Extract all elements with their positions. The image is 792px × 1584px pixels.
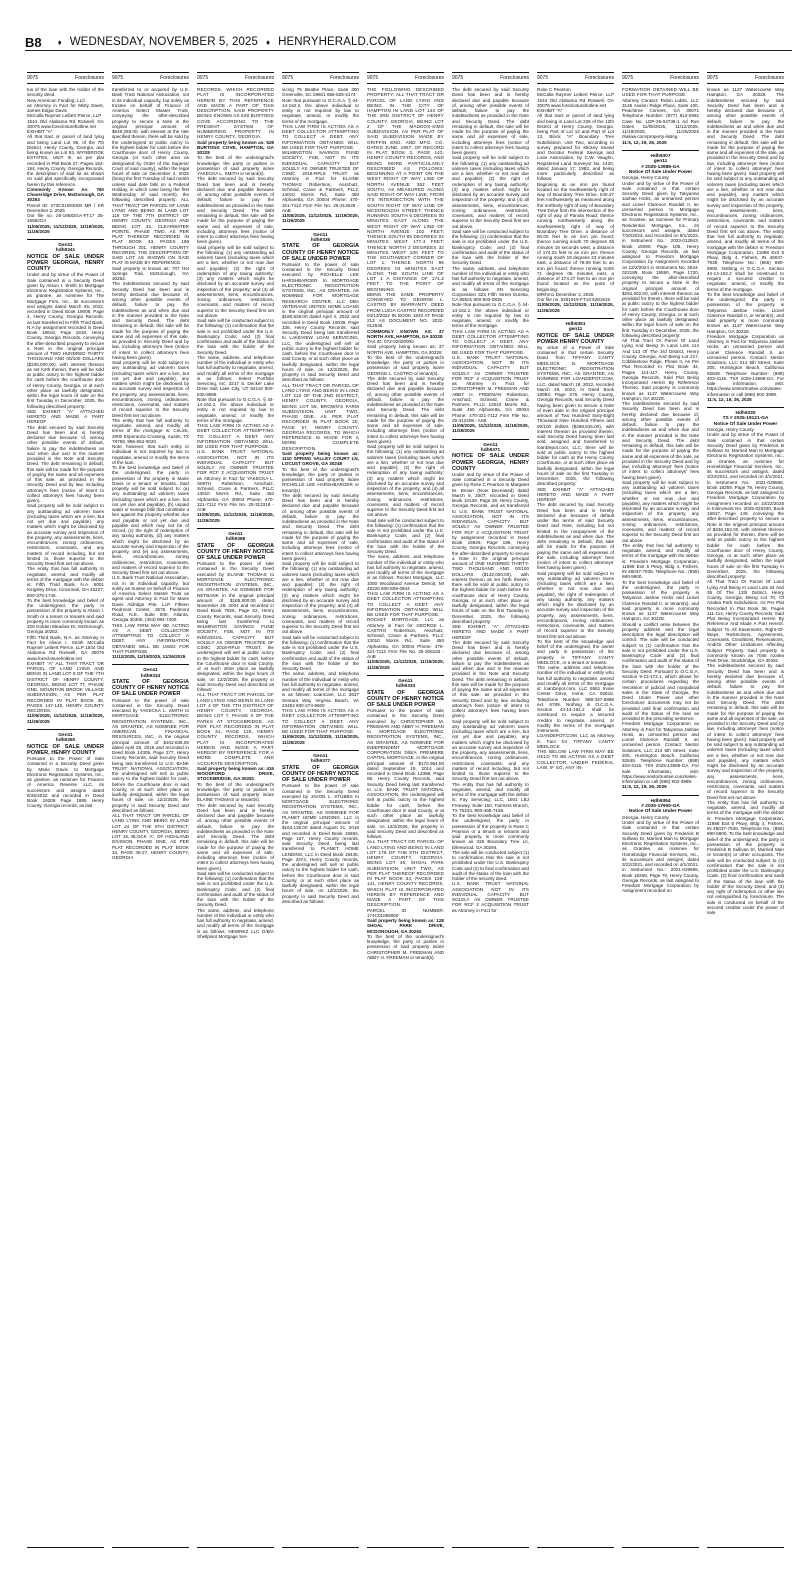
notice-reference: TS # 2025-18121-GA (722, 416, 769, 422)
notice-paragraph: SEE EXHIBIT "A" ATTACHED HERETO AND MADE A PART HEREOF (27, 408, 104, 425)
notice-reference: # 2025-17900-GA (641, 804, 680, 810)
notice-paragraph: Under and by virtue of the Power of Sale contained in that certain Security Deed given by Frederick B Sullivan Sr, Married Man to Mortgage Electronic Registration Systems, Inc., as Grantee, as nominee for Homebridge Financial Services, Inc., its successors and assigns, dated 3/22/2021, and recorded on 4/1/2021, in Instrument No.: 2021-029968, Book 18269, Page 79, Henry County, Georgia Records, as last assigned to Freedom Mortgage Corporation by Assignment recorded on (622, 820, 699, 894)
notice-reference: hdh9333 (395, 684, 416, 690)
notice-title: STATE OF GEORGIA COUNTY OF HENRY NOTICE OF SALE UNDER POWER (197, 542, 274, 561)
notice-divider (537, 318, 614, 319)
notice-reference: Hdh9354 (650, 798, 671, 804)
publication-dates: 11:5, 12, 19, 26, 2025 (622, 784, 667, 790)
section-header (452, 72, 529, 84)
notice-paragraph: Note that pursuant to O.C.G.A. § 44-14-162.2, the above individual or entity is not required by law to negotiate, amend, or modify the terms of the mortgage. (452, 302, 529, 329)
notice-paragraph: The debt secured by said Security Deed has been and is hereby declared due and payable because of, among other possible events of default, failure to pay the indebtedness as provided in the Note and Security Deed. The debt remaining in default, this sale will be made for the purpose of paying the same and all expenses of sale, including attorneys fees (notice of intent to collect attorneys fees having been given). (452, 87, 529, 155)
notice-paragraph: The sale will be conducted subject (1) to confirmation that the sale is not prohibited under the U.S. Bankruptcy Code and (2) to final confirmation and audit of the status of the loan with the holder of the security deed. (452, 849, 529, 882)
notice-paragraph: Georgia, Henry County (707, 427, 754, 433)
page-number: B8 (25, 34, 42, 50)
notice-reference: hdh9358 (225, 537, 246, 543)
notice-reference: Notice Of Sale Under Power (628, 809, 693, 815)
notice-paragraph: Georgia, Henry County (622, 175, 669, 181)
column-bottom-rule (537, 1547, 614, 1548)
column-bottom-rule (707, 1547, 784, 1548)
legal-column-2 (112, 72, 189, 1548)
notice-paragraph: FORMATION OBTAINED WILL BE USED FOR THAT PURPOSE. (622, 87, 699, 98)
notice-paragraph: ROCKET MORTGAGE, LLC as Attorney in Fact for GEORGE L. CASTRO Robertson, Anschutz, Schneid, Crane & Partners, PLLC 13010 Morris Rd., Suite 450 Alpharetta, GA 30004 Phone: 470-321-7112 Firm File No. 25-308183 - AnB (367, 617, 444, 659)
column-bottom-rule (112, 1547, 189, 1548)
section-label: Foreclosures (330, 75, 359, 81)
notice-paragraph: Under and by virtue of the Power of Sale contained in a Security Deed given by Rose C Pearson to Margaret M. Brown (Now Deceased) dated March 9, 2007, recorded in Deed Book 10139, Page 29, Henry County, Georgia Records, and as transferred to U.S. BANK TRUST NATIONAL ASSOCIATION, NOT IN ITS INDIVIDUAL CAPACITY BUT SOLELY AS OWNER TRUSTEE FOR RCF 2 ACQUISITION TRUST by assignment recorded in Deed Book 19529, Page 189, Henry County, Georgia Records, conveying the after-described property to secure a Note in the original principal amount of ONE HUNDRED THIRTY-TWO THOUSAND AND 00/100 DOLLARS ($132,000.00), with interest thereon as set forth therein, there will be sold at public outcry to the highest bidder for cash before the courthouse door of Henry County, Georgia, or at such other place as lawfully designated, within the legal hours of sale on the first Tuesday in December, 2025, the following described property: (452, 471, 529, 624)
notice-reference: Gen11 (228, 531, 243, 537)
notice-divider (622, 795, 699, 796)
section-header (282, 72, 359, 84)
notice-divider (452, 439, 529, 440)
notice-divider (27, 729, 104, 730)
section-header (707, 72, 784, 84)
notice-paragraph: THIS LAW FIRM IS ACTING AS A DEBT COLLECTOR ATTEMPTING TO COLLECT A DEBT. ANY INFORMATION OBTAINED WILL BE USED FOR THAT PURPOSE. (197, 423, 274, 449)
notice-paragraph: The debt secured by said Security Deed has been and is hereby declared due and payable because of, among other possible events of default, failure to pay the indebtedness as provided in the Note and Security Deed. The debt remaining in default, this sale will be made for the purpose of paying the same and all expenses of sale, including attorneys fees (notice of intent to collect attorneys fees having been given). (197, 802, 274, 871)
notice-paragraph: The debt secured by said Security Deed has been and is hereby declared due because of, among other possible events of default, failure to pay the indebtedness as and when due and in the manner provided in the Note and Security Deed. The debt remaining in default, this sale will be made for the purpose of paying the same and all expenses of this sale, as provided in the Security Deed and by law, including attorney's fees (notice of intent to collect attorney's fees having been given). (27, 424, 104, 504)
notice-paragraph: TAX ID: 072-02020000 (367, 339, 414, 344)
notice-paragraph: transferred to or acquired by U.S. Bank Trust National Association, not in its individual capacity, but solely as trustee on behalf of Finance of America Select Master Trust, conveying the after-described property to secure a Note in the original principal amount of $649,269.00, with interest at the rate specified therein, there will be sold by the undersigned at public outcry to the highest bidder for cash before the Courthouse door of Henry County, Georgia (or such other area as designated by Order of the Superior Court of said county), within the legal hours of sale on December 2, 2025 (being the first Tuesday of said month unless said date falls on a Federal Holiday, in which case being the first Wednesday of said month), the following described property: ALL THAT TRACT OR PARCEL OF LAND LYING AND BEING IN LAND LOT 119 OF THE 7TH DISTRICT OF HENRY COUNTY, GEORGIA AND BEING LOT 32, CLEARWATER POINTE, PHASE TWO, AS PER PLAT THEREOF RECORDED IN PLAT BOOK 43, PAGES 198 THROUGH 201, HENRY COUNTY RECORDS, THE DESCRIPTION OF SAID LOT AS SHOWN ON SAID PLAT IS MADE BY REFERENCE. (112, 87, 189, 266)
notice-paragraph: SEE EXHIBIT "A" ATTACHED HERETO AND MADE A PART HEREOF (537, 486, 614, 503)
notice-title: STATE OF GEORGIA COUNTY OF HENRY NOTICE OF SALE UNDER POWER (282, 764, 359, 784)
notice-paragraph: To the best knowledge and belief of the undersigned, the party in possession of the property is Tatiyanna Jashae Hicks and Lionel Clarence Randall II, or tenant(s); and said property is more commonly known as 1137 Watercourse Way Hampton, GA 30228. (622, 579, 699, 622)
notice-paragraph: known as 1137 Watercourse Way Hampton, GA 30228. The indebtedness secured by said Security Deed has been and is hereby declared due because of, among other possible events of default, failure to pay the indebtedness as and when due and in the manner provided in the Note and Security Deed. The debt remaining in default, this sale will be made for the purpose of paying the same and all expenses of the sale, as provided in the Security Deed and by law, including attorneys' fees (notice of intent to collect attorneys' fees having been given). Said property will be sold subject to any outstanding ad valorem taxes (including taxes which are a lien, whether or not now due and payable), any matters which might be disclosed by an accurate survey and inspection of the property, any assessments, liens, encumbrances, zoning ordinances, restrictions, covenants, and matters of record superior to the Security Deed first set out above. The entity that has full authority to negotiate, amend, and modify all terms of the mortgage with the debtor is: Freedom Mortgage Corporation, 11988 Exit 5 Pkwy, Bldg 4, Fishers, IN 46037-7939, Telephone No.: (855) 690-5900. Nothing in O.C.G.A. Section 44-14-162.2 shall be construed to require a secured creditor to negotiate, amend, or modify the terms of the mortgage. (707, 87, 784, 292)
notice-paragraph: EXHIBIT "A" ALL THAT TRACT OR PARCEL OF LAND LYING AND BEING IN LAND LOT 8 OF THE 7TH DISTRICT OF HENRY COUNTY, GEORGIA, BEING LOT 77, PHASE ONE, MOUNTAIN BROOK VILLAGE SUBDIVISION, AS PER PLAT RECORDED IN PLAT BOOK 36, PAGES 147-149, HENRY COUNTY RECORDS. (27, 660, 104, 714)
property-address: Said property being known as: 628 BURTONS COVE, HAMPTON, GA 30228 (197, 139, 274, 155)
notice-paragraph: MR/hm1 December 2, 2025 (537, 291, 594, 297)
section-code: 9075 (112, 75, 124, 81)
notice-paragraph: Under and by virtue of the Power of Sale contained in that certain Security Deed given by Tatiyanna Jashae Hicks, an unmarried person and Lionel Clarence Randall II, an unmarried person to Mortgage Electronic Registration Systems, Inc., as Grantee, as nominee for Primary Residential Mortgage, Inc., its successors and assigns, dated 7/20/2023, and recorded on 8/1/2023, in Instrument No.: 2023-012943, Book 19290, Page 105, Henry County, Georgia Records, as last assigned to Freedom Mortgage Corporation by Assignment recorded on 12/2/2024 in Instrument No. 2024-022185, Book 19590, Page 1720, conveying the after-described property to secure a Note in the original principal amount of $292,602.00, with interest thereon as provided for therein, there will be sold at public outcry to the highest bidder for cash before the Courthouse door of Henry County, Georgia, or at such other place as lawfully designated, within the legal hours of sale on the first Tuesday in December, 2025, the following described property: (622, 180, 699, 338)
notice-text-body (537, 87, 614, 1542)
notice-paragraph: U.S. BANK TRUST NATIONAL ASSOCIATION, NOT IN ITS INDIVIDUAL CAPACITY BUT SOLELY AS OWNER TRUSTEE FOR RCF 2 ACQUISITION TRUST as Attorney in Fact for YAKECKA L. SMITH Robertson, Anschutz, Schneid, Crane & Partners, PLLC 13010 Morris Rd., Suite 450 Alpharetta, GA 30004 Phone: 470-321-7112 Firm File No. 25-313318 - AnB (197, 449, 274, 512)
notice-paragraph: The name, address, and telephone number of the individual or entity who has full authority to negotiate, amend, and modify all terms of the mortgage is as follows: SN Servicing Corporation 323 Fifth Street Eureka, CA 95501 800-603-0836 (452, 265, 529, 302)
notice-text-body (622, 87, 699, 1542)
notice-paragraph: THE FOLLOWING DESCRIBED PROPERTY: ALL THAT TRACT OR PARCEL OF LAND LYING AND BEING IN THE CITY OF HAMPTON IN LAND LOT 144 OF THE 3RD DISTRICT OF HENRY COUNTY, GEORGIA, BEING LOT 2 OF THE MADDOX-SIMS SUBDIVISION, AS PER PLAT OF SAID SUBDIVISION MADE BY GRIFFIN ENG. AND MFG. CO. DATED JUNE, 1957, OF RECORD IN PLAT BOOK 3, PAGE 143, HENRY COUNTY RECORDS, AND BEING MORE PARTICULARLY DESCRIBED AS FOLLOWS: BEGINNING AT A POINT ON THE WEST RIGHT OF WAY LINE OF NORTH AVENUE 352 FEET SOUTH, AS MEASURED ALONG SAID RIGHT OF WAY LINE, FROM ITS INTERSECTION WITH THE SOUTH RIGHT OF WAY LINE OF MCDONOUGH STREET; THENCE RUNNING SOUTH 6 DEGREES 00 MINUTES EAST ALONG THE WEST RIGHT OF WAY LINE OF NORTH AVENUE 102 FEET; THENCE SOUTH 85 DEGREES 04 MINUTES WEST 177.4 FEET; THENCE NORTH 2 DEGREES 32 MINUTES WEST 100 FEET TO THE SOUTHWEST CORNER OF LOT 1; THENCE NORTH 85 DEGREES 04 MINUTES EAST ALONG THE SOUTH LINE OF LOT 1 A DISTANCE OF 171.2 FEET TO THE POINT OF BEGINNING. (367, 87, 444, 292)
notice-text-body (367, 87, 444, 1542)
publication-dates: 11/05/2025, 11/12/2025, 11/19/2025, 11/26/2025 (282, 734, 359, 745)
publication-dates: 11/05/2025, 11/12/2025, 11/19/2025, 11/26/2025 (367, 659, 444, 670)
notice-paragraph: McCalla Raymer Leibert Pierce, LLP (27, 113, 102, 119)
site-url: HENRYHERALD.COM (278, 36, 397, 48)
notice-paragraph: The indebtedness secured by said Security Deed has been and is hereby declared due because of, among other possible events of default, failure to pay the indebtedness as and when due and in the manner provided in the Note and Security Deed. The debt remaining in default, this sale will be made for the purpose of paying the same and all expenses of the sale, as provided in the Security Deed and by law, including attorneys' fees (notice of intent to collect attorneys' fees having been given). Said property will be sold subject to any outstanding ad valorem taxes (including taxes which are a lien, whether or not now due and payable), any matters which might be disclosed by an accurate survey and inspection of the property, any assessments, liens, encumbrances, zoning ordinances, restrictions, covenants, and matters of record superior to the Security Deed first set out above. (707, 663, 784, 800)
notice-paragraph: ALL THAT TRACT OR PARCEL OF LAND LYING AND BEING IN LAND LOT 24 OF THE 6TH DISTRICT, HENRY COUNTY, GEORGIA, BEING LOT 15, BLOCK 'A', OF HIGHLAND DIVISION, PHASE ONE, AS PER PLAT RECORDED IN PLAT BOOK 34, PAGE 35-27, HENRY COUNTY, GEORGIA (112, 813, 189, 861)
publication-dates: 11/05/2025, 11/12/2025, 11/19/2025, 11/26/2025 (452, 423, 529, 434)
notice-paragraph: To the best of the undersigned's knowledge, the party or parties in possession of said property is/are GEORGE L. CASTRO or tenant(s). (367, 354, 444, 376)
notice-paragraph: Pursuant to the power of sale contained in the Security Deed executed by CHRISTOPHER M. FREEMAN AND ABBY H. FREEMAN to MORTGAGE ELECTRONIC REGISTRATION SYSTEMS, INC., AS GRANTEE, AS NOMINEE FOR INDEPENDENT MORTGAGE CORPORATION D/B/A PREMIERE CAPITAL MORTGAGE, in the original principal amount of $170,964.00 dated September 19, 2014 and recorded in Deed Book 13388, Page 85, Henry County Records, said Security Deed being last transferred to U.S. BANK TRUST NATIONAL ASSOCIATION, the undersigned will sell at public outcry to the highest bidder for cash, before the Courthouse door in said County, or at such other place as lawfully designated, within the legal hours of sale, on 12/2/2025, the property in said Security Deed and described as follows: (367, 708, 444, 840)
notice-paragraph: The entity that has full authority to negotiate, amend, and modify all terms of the mortgage with the debtor is: Fay Servicing, LLC, 1601 LBJ Freeway, Suite 150, Farmers Branch, TX 75234, 800-495-7166. (452, 781, 529, 813)
page-masthead (25, 34, 792, 51)
notice-reference: gen11 (568, 327, 583, 333)
notice-reference: Hdh9330 (735, 411, 756, 416)
section-code: 9075 (452, 75, 464, 81)
notice-text-body (112, 87, 189, 1542)
notice-paragraph: RECORDS, WHICH RECORDED PLAT IS INCORPORATED HEREIN BY THIS REFERENCE AND MADE A PART OF THIS DESCRIPTION. SAID PROPERTY BEING KNOWN AS 628 BURTONS COVE ACCORDING TO THE PRESENT SYSTEM OF NUMBERING PROPERTY IN HENRY COUNTY, GEORGIA. (197, 87, 274, 140)
notice-reference: hdh9341 (55, 248, 76, 254)
notice-text-body (27, 87, 104, 1542)
notice-text-body (707, 87, 784, 1542)
notice-paragraph: Note that pursuant to O.C.G.A. § 44-14-162.2, the above individual or entity is not required by law to negotiate, amend, or modify the terms of the mortgage. (282, 97, 359, 124)
diamond-separator-icon: ♦ (265, 37, 271, 47)
notice-paragraph: To the best knowledge and belief of the undersigned, the party in possession of the property is Tatiyanna Jashae Hicks, Lionel Clarence Randall II, or tenant(s); and said property is more commonly known as 1137 Watercourse Way Hampton, GA 30228. (707, 291, 784, 334)
publication-dates: 11/05/2025, 11/12/2025, 11/19/2025, 11/26/2025 (197, 512, 274, 523)
notice-paragraph: The name, address, and telephone number of the individual or entity who has full authority to negotiate, amend, and modify all terms of the mortgage is as follows: Rocket Mortgage, LLC 1050 Woodward Avenue Detroit, MI 48226 800-508-0944 (367, 554, 444, 591)
notice-paragraph: THE BELOW LAW FIRM MAY BE HELD TO BE ACTING AS A DEBT COLLECTOR, UNDER FEDERAL LAW. IF SO, ANY IN- (537, 749, 614, 770)
section-header (27, 72, 104, 84)
notice-paragraph: THIS LAW FIRM IS ACTING AS A DEBT COLLECTOR ATTEMPTING TO COLLECT A DEBT. ANY INFORMATION OBTAINED WILL BE USED FOR THAT PURPOSE. (282, 123, 359, 150)
publication-dates: 11/05/2025, 11/12/2025, 11/19/2025, 11/26/2025 (27, 223, 104, 234)
notice-paragraph: To the best knowledge and belief of the undersigned, the party in possession of the property is Marie Davis or a tenant or tenants. Said property will be sold subject to: (a) any outstanding ad valorem taxes (including taxes which are a lien, but not yet due and payable), (b) unpaid water or sewage bills that constitute a lien against the property whether due and payable or not yet due and payable and which may not be of record, (c) the right of redemption of any taxing authority, (d) any matters which might be disclosed by an accurate survey and inspection of the property, and (e) any assessments, liens, encumbrances, zoning ordinances, restrictions, covenants, and matters of record superior to the Security Deed first set out above. (112, 465, 189, 575)
notice-text-body (452, 87, 529, 1542)
section-label: Foreclosures (500, 75, 529, 81)
legal-column-6 (452, 72, 529, 1548)
section-code: 9075 (367, 75, 379, 81)
section-code: 9075 (537, 75, 549, 81)
notice-paragraph: ALL THAT TRACT OR PARCEL OF LAND LYING AND BEING IN LAND LOT 210 OF THE 2ND DISTRICT, HENRY COUNTY, GEORGIA, BEING LOT 58, BROWN'S FARM SUBDIVISION, UNIT TWO, PHASE ONE, AS PER PLAT RECORDED IN PLAT BOOK 20, PAGE 57, HENRY COUNTY, GEORGIA RECORDS, TO WHICH REFERENCE IS MADE FOR A MORE COMPLETE DESCRIPTION. (282, 382, 359, 451)
notice-paragraph: To the best of the undersigned's knowledge, the party or parties in possession of said property is/are RICHELLE LEE HARSHBARGER or tenant(s). (282, 466, 359, 493)
notice-divider (622, 150, 699, 151)
column-bottom-rule (197, 1547, 274, 1548)
section-code: 9075 (27, 75, 39, 81)
notice-divider (112, 664, 189, 665)
notice-paragraph: as Attorney in Fact for Misty Davis, James Edgar Davis (27, 102, 104, 113)
notice-paragraph: The name, address, and telephone number of the individual or entity who has full authority to negotiate, amend, and modify all terms of the mortgage is as follows: NEWREZ LLC D/B/A Shellpoint Mortgage Ser- (197, 907, 274, 939)
notice-paragraph: To the best of the undersigned's knowledge, the party or parties in possession of said property is/are YAKECKA L. SMITH or tenant(s). (197, 155, 274, 176)
notice-divider (282, 229, 359, 230)
notice-title: NOTICE OF SALE UNDER POWER GEORGIA, HENRY COUNTY (452, 453, 529, 472)
legal-column-5 (367, 72, 444, 1548)
property-address: Said property being known as: 1110 SPRING VALLEY COURT LN, LOCUST GROVE, GA 30248 (282, 450, 359, 467)
notice-paragraph: U.S. BANK TRUST NATIONAL ASSOCIATION NOT IN ITS INDIVIDUAL CAPACITY BUT SOLELY AS OWNER TRUSTEE FOR RCF 2 ACQUISITION TRUST as Attorney in Fact for (452, 881, 529, 913)
section-code: 9075 (622, 75, 634, 81)
section-header (622, 72, 699, 84)
column-bottom-rule (282, 1547, 359, 1548)
notice-paragraph: U.S. Bank Trust National Association, not in its individual capacity, but solely as trustee on behalf of Finance of America Select Master Trust as agent and Attorney in Fact for Marie Davis Aldridge Pite, LLP, Fifteen Piedmont Center, 3575 Piedmont Road, N.E., Suite 500, Atlanta, Georgia 30305, (404) 994-7400. (112, 575, 189, 623)
notice-paragraph: Said sale will be conducted subject to the following: (1) confirmation that the sale is not prohibited under the U.S. Bankruptcy Code; and (2) final confirmation and audit of the status of the loan with the holder of the Security Deed. (197, 870, 274, 908)
notice-paragraph: Georgia, Henry County (622, 814, 669, 820)
notice-paragraph: All That Tract Or Parcel Of Land Lying And Being In Land Lots 114 And 143 Of The 3rd District, Henry County, Georgia, And Being Lot 217, Cobblestone Ridge, Phase II, As Per Plat Recorded In Plat Book 44, Pages 114-117, Henry County, Georgia Records, Said Plat Being Incorporated Herein By Reference Thereto. Said property is commonly known as 1137 Watercourse Way Hampton, GA 30228. (622, 338, 699, 401)
notice-paragraph: The entity that has full authority to negotiate, amend, and modify all terms of the mortgage is: CeLink, 2900 Esperanza Crossing, Austin, TX 78758, 866-654-0020. (112, 417, 189, 444)
section-label: Foreclosures (670, 75, 699, 81)
notice-paragraph: The name, address and telephone number of the individual or entity who has full authority to negotiate, amend and modify all terms of the mortgage is: loanDepot.com, LLC 6561 Irvine Center Drive, Irvine, CA 92618, Telephone Number: 888-337-6888 ext. 6789. Nothing in O.C.G.A. Section 44-14-162.2 shall be construed to require a secured creditor to negotiate, amend, or modify the terms of the mortgage instrument. (537, 665, 614, 734)
notice-paragraph: Pursuant to the power of sale contained in the Security Deed executed by YAKECKA L. SMITH to MORTGAGE ELECTRONIC REGISTRATION SYSTEMS, INC., AS GRANTEE, AS NOMINEE FOR AMERICAN FINANCIAL RESOURCES, INC., in the original principal amount of $102,835.00 dated April 28, 2016 and recorded in Deed Book 14305, Page 277, Henry County Records, said Security Deed being last transferred to U.S. BANK TRUST NATIONAL ASSOCIATION, the undersigned will sell at public outcry to the highest bidder for cash, before the Courthouse door in said County, or at such other place as lawfully designated, within the legal hours of sale, on 12/2/2025, the property in said Security Deed and described as follows: (112, 697, 189, 813)
notice-divider (367, 675, 444, 676)
notice-title: NOTICE OF SALE UNDER POWER, HENRY COUNTY (27, 743, 104, 756)
notice-paragraph: Said property will be sold subject to any outstanding ad valorem taxes (including taxes which are a lien, whether or not now due and payable), any matters which might be disclosed by an accurate survey and inspection of the property, any assessments, liens, encumbrances, zoning ordinances, restrictions, covenants, and matters of record superior to the Security Deed first set out above. (622, 479, 699, 543)
notice-reference: Notice Of Sale Under Power (628, 169, 693, 175)
legal-column-4 (282, 72, 359, 1548)
notice-paragraph: Under and by virtue of the Power of Sale contained in a Security Deed given by Alison I. Smith to Mortgage Electronic Registration Systems, Inc., as grantee, as nominee for The Mortgage Firm, Inc., its successors and assigns dated March 25, 2022, recorded in Deed Book 19008, Page 4, Henry County, Georgia Records, as last transferred to Fifth Third Bank, N.A by assignment recorded in Deed Book 19818, Page 1816, Henry County, Georgia Records, conveying the after-described property to secure a Note in the original principal amount of TWO HUNDRED THIRTY THOUSAND AND 00/100 DOLLARS ($230,000.00), with interest thereon as set forth therein, there will be sold at public outcry to the highest bidder for cash before the courthouse door of Henry County, Georgia, or at such other place as lawfully designated, within the legal hours of sale on the first Tuesday in December, 2025, the following described property: (27, 272, 104, 409)
notice-paragraph: Said property is known as: 707 Hot Springs Trail, McDonough, GA 30252. (112, 265, 189, 281)
publication-dates: 11/05/2025, 11/12/2025, 11/19/2025, 11/26/2025 (537, 302, 614, 313)
section-label: Foreclosures (245, 75, 274, 81)
notice-paragraph: Said sale will be conducted subject to the following: (1) confirmation that the sale is not prohibited under the U.S. Bankruptcy Code; and (2) final confirmation and audit of the status of the loan with the holder of the Security Deed. (197, 318, 274, 355)
notice-reference: # 2025-13988-GA (641, 164, 680, 170)
notice-paragraph: tus of the loan with the holder of the security deed. (27, 87, 104, 98)
notice-paragraph: Should a conflict arise between the property address and the legal description the legal description will control. The sale will be conducted subject to (1) confirmation that the sale is not prohibited under the U.S. Bankruptcy Code and (2) final confirmation and audit of the status of the loan with the holder of the Security Deed. Pursuant to O.C.G.A. Section 9-13-172.1, which allows for certain procedures regarding the rescission of judicial and nonjudicial sales in the State of Georgia, the Deed Under Power and other foreclosure documents may not be provided until final confirmation and audit of the status of the loan as provided in the preceding sentence. (622, 621, 699, 722)
notice-paragraph: 1544 Old Alabama Rd Roswell, GA 30076 www.foreclosurehotline.net (27, 118, 104, 129)
section-code: 9075 (282, 75, 294, 81)
notice-paragraph: The name, address, and telephone number of the individual or entity who has full authority to negotiate, amend, and modify all terms of the mortgage is as follows: Select Portfolio Servicing, Inc. 3217 S. Decker Lake Drive Salt Lake City, UT 84119 800-635-9698 (197, 354, 274, 397)
notice-paragraph: The debt secured by said Security Deed has been and is hereby declared due and payable because of, among other possible events of default, failure to pay the indebtedness as provided in the Note and Security Deed. The debt remaining in default, this sale will be made for the purpose of paying the same and all expenses of sale, including attorneys fees (notice of intent to collect attorneys fees having been given). (367, 375, 444, 444)
notice-paragraph: EXHIBIT "A" (27, 129, 53, 134)
publication-dates: 11/05/2025, 11/12/2025, 11/19/2025, 11/26/2025 (282, 213, 359, 224)
notice-paragraph: THIS LAW FIRM IS ACTING AS A DEBT COLLECTOR ATTEMPTING TO COLLECT A DEBT. ANY INFORMATION OBTAINED WILL BE USED FOR THAT PURPOSE. (282, 708, 359, 735)
notice-paragraph: Beginning at an iron pin found located on the southwesterly right of way of Boundary Tree Drive, 540.27 feet northwesterly as measured along the northerly right of way of Boundary Tree Drive from the intersection of the right of way of Panola Road; thence running northwesterly along the southwesterly right of way of Boundary Tree Drive, a distance of 80.00 feet to an iron pin found; thence running south 70 degrees 36 minutes 18 seconds west, a distance of 174.24 feet to an iron pin; thence running south 19 degrees 23 minutes east, a distance of 78.06 feet to an iron pin found; thence running north 71 degrees 06 minutes east, a distance of 174.27 feet to an iron pin found located at the point of beginning. (537, 181, 614, 292)
section-header (367, 72, 444, 84)
property-address: Said property being known as: 128 SHOAL PARK DRIVE, MCDONOUGH, GA 30252 (367, 918, 444, 934)
notice-paragraph: SEE EXHIBIT "A" ATTACHED HERETO AND MADE A PART HEREOF (452, 624, 529, 640)
section-header (537, 72, 614, 84)
publication-dates: 11:5, 12, 19, 26, 2025 (707, 396, 752, 402)
section-header (197, 72, 274, 84)
notice-paragraph: Said sale will be conducted subject to the following: (1) confirmation that the sale is not prohibited under the U.S. Bankruptcy Code; and (2) final confirmation and audit of the status of the loan with the holder of the Security Deed. (452, 228, 529, 266)
notice-paragraph: Said sale will be conducted subject to the following: (1) confirmation that the sale is not prohibited under the U.S. Bankruptcy Code; and (2) final confirmation and audit of the status of the loan with the holder of the Security Deed. (367, 517, 444, 554)
notice-paragraph: The name, address, and telephone number of the individual or entity who has full authority to negotiate, amend, and modify all terms of the mortgage is as follows: LoanCare, LLC 3637 Sentara Way Virginia Beach, VA 23452 800-274-6600 (282, 671, 359, 708)
notice-paragraph: PARCEL ID NUMBER: 174C01065000 (367, 907, 444, 918)
publication-dates: 11:5, 12, 19, 26, 2025 (622, 139, 667, 145)
notice-reference: Gen11 (313, 753, 328, 759)
notice-paragraph: Fifth Third Bank, N.A. as Attorney in Fact for Alison I. Smith McCalla Raymer Leibert Pierce, LLP 1544 Old Alabama Rd Roswell, GA 30076 www.foreclosurehotline.net (27, 634, 104, 661)
notice-paragraph: Our file no. 5281915-FT18 5281915 (537, 297, 611, 302)
notice-reference: Gen11 (58, 732, 73, 738)
notice-paragraph: All that tract or parcel of land lying and being in Land Lot 226 of the 12th District of Henry County, Georgia, being Part of Lot 12 and Part of Lot 13, Block "A" Boundary Tree Subdivision, Unit Two, according to survey prepared for Mickey Sneed and Decatur Federal Savings and Loan Association, by C.W. Vaughn, Registered Land Surveyor No. 1420, dated January 17, 1983, and being more particularly described as follows: (537, 113, 614, 182)
notice-paragraph: Parcel ID: 073C01093000 MR / KR December 2, 2025 (27, 202, 104, 213)
section-code: 9075 (707, 75, 719, 81)
notice-paragraph: Rose C Pearson (537, 87, 571, 92)
notice-reference: Gen11 (58, 243, 73, 248)
notice-paragraph: To the best of the knowledge and belief of the undersigned, the owner and party in possession of the property is TIFFANY CANTY MEDLOCK, or a tenant or tenants. (537, 638, 614, 665)
notice-paragraph: Note, however, that such entity or individual is not required by law to negotiate, amend or modify the terms of the loan. (112, 444, 189, 465)
column-bottom-rule (622, 1547, 699, 1548)
section-code: 9075 (197, 75, 209, 81)
notice-paragraph: All that tract or parcel of land lying and being Land Lot 95, of the 7th District, Henry County, Georgia, and being known as Lot 93, WYNBROOK ESTATES, UNIT III, as per plat recorded in Plat Book 27, Pages 152-154, Henry County, Georgia Records, the description of said lot as shown on said plat specifically incorporated herein by this reference. (27, 134, 104, 187)
notice-paragraph: WILMINGTON SAVINGS FUND SOCIETY, FSB, NOT IN ITS INDIVIDUAL CAPACITY BUT SOLELY AS OWNER TRUSTEE OF CSMC 2018-RPL8 TRUST as Attorney in Fact for ELAINE THOMAS Robertson, Anschutz, Schneid, Crane & Partners, PLLC 13010 Morris Rd., Suite 450 Alpharetta, GA 30004 Phone: 470-321-7112 Firm File No. 25-313528 - AnB (282, 150, 359, 213)
notice-paragraph: LOANDEPOT.COM, LLC as Attorney in Fact for TIFFANY CANTY MEDLOCK (537, 733, 614, 749)
notice-paragraph: To the best knowledge and belief of the undersigned, the party in possession of the property is Rose C Pearson or a tenant or tenants and said property is more commonly known as 326 Boundary Tree Ln, Ellenwood, GA 30294. (452, 813, 529, 850)
notice-paragraph: The debt secured by said Security Deed has been and is hereby declared due and payable because of, among other possible events of default, failure to pay the indebtedness as provided in the Note and Security Deed. The debt remaining in default, this sale will be made for the purpose of paying the same and all expenses of sale, including attorneys fees (notice of intent to collect attorneys fees having been given). (197, 176, 274, 245)
property-address: COMMONLY KNOWN AS: 37 NORTH AVE, HAMPTON, GA 30228 (367, 328, 444, 339)
section-label: Foreclosures (75, 75, 104, 81)
notice-title: NOTICE OF SALE UNDER POWER HENRY COUNTY (537, 332, 614, 345)
notice-paragraph: The entity that has full authority to negotiate, amend, and modify all terms of the mortgage with the debtor is: Freedom Mortgage Corporation, 11988 Exit 5 Pkwy, Bldg 4, Fishers, IN 46037-7939, Telephone No.: (855) 690-5900. (622, 542, 699, 580)
section-header (112, 72, 189, 84)
notice-paragraph: Pursuant to the power of sale contained in the Security Deed executed by JAVON L. STUBBS to MORTGAGE ELECTRONIC REGISTRATION SYSTEMS, INC., AS GRANTEE, AS NOMINEE FOR PLANET HOME LENDING, LLC in the original principal amount of $163,135.00 dated August 31, 2018 and recorded in Deed Book 15662, Page 107, Henry County records, said Security Deed being last transferred to PLANET HOME LENDING, LLC in Deed Book 19445, Page 3374, Henry County records, the undersigned will sell at public outcry to the highest bidder for cash, before the Courthouse door in said County, or at such other place as lawfully designated, within the legal hours of sale, on 12/2/2025, the property in said Security Deed and described as follows: (282, 783, 359, 904)
notice-reference: gen11 (653, 159, 668, 165)
notice-paragraph: Said sale will be conducted subject to the following: (1) confirmation that the sale is not prohibited under the U.S. Bankruptcy Code; and (2) final confirmation and audit of the status of the loan with the holder of the Security Deed. (282, 634, 359, 672)
notice-reference: hdh9371 (480, 447, 501, 453)
notice-title: STATE OF GEORGIA COUNTY OF HENRY NOTICE OF SALE UNDER POWER (367, 689, 444, 708)
notice-paragraph: Pursuant to the Power of Sale contained in a Security Deed given by Marie Davis to Mortgage Electronic Registration Systems, Inc., as grantee, as nominee for Finance of America Reverse LLC, its successors and assigns dated 8/25/2022 and recorded in Deed Book 19209 Page 1885 Henry County, Georgia records; as last (27, 756, 104, 809)
notice-paragraph: vicing 75 Beattie Place, Suite 300 Greenville, SC 29601 866-825-2174 (282, 87, 359, 98)
column-bottom-rule (367, 1547, 444, 1548)
notice-paragraph: All That Tract Or Parcel Of Land Lying And Being In Land Lots 34 And 35 Of The 12th District, Henry County, Georgia, Being Lot 70, Of Azalea Park Subdivision, As Per Plat Recorded In Plat Book 36, Pages 111-114, Henry County Records, Said Plat Being Incorporated Herein By Reference And Made A Part Hereof. Subject To All Easements, Right-Of-Ways, Restrictions, Agreements, Covenants, Conditions, Reservations, And/Or Other Limitations Affecting Subject Property. Said property is commonly known as 7045 Azalea Park Drive, Stockbridge, GA 30281. (707, 579, 784, 664)
publication-dates: 11/12/2025, 11/19/2025, 11/26/2025 (112, 654, 186, 659)
property-address: Commonly Known As: 760 Chaseridge Drive, McDonough, GA 30253 (27, 186, 104, 203)
notice-title: NOTICE OF SALE UNDER POWER GEORGIA, HENRY COUNTY (27, 253, 104, 273)
notice-paragraph: Said property will be sold subject to any outstanding ad valorem taxes (including taxes which are a lien, but not yet due and payable), any matters which might be disclosed by an accurate survey and inspection of the property, any assessments, liens, encumbrances, zoning ordinances, restrictions, covenants, and matters of record superior to the Security Deed first set out above. (112, 360, 189, 418)
publication-dates: 11/05/2025, 11/12/2025, 11/19/2025, 11/26/2025 (27, 713, 104, 724)
notice-paragraph: Under and by virtue of the Power of Sale contained in that certain Security Deed given by Frederick B Sullivan Sr, Married Man to Mortgage Electronic Registration Systems, Inc., as Grantee, as nominee for Homebridge Financial Services, Inc., its successors and assigns, dated 3/23/2021, and recorded on 4/1/2021, in Instrument No.: 2021-029968, Book 18269, Page 79, Henry County, Georgia Records, as last assigned to Freedom Mortgage Corporation by Assignment recorded on 10/22/2025 in Instrument No. 2025-020340, Book 19847, Page 149, conveying the after-described property to secure a Note in the original principal amount of $346,153.00, with interest thereon as provided for therein, there will be sold at public outcry to the highest bidder for cash before the Courthouse door of Henry County, Georgia, or at such other place as lawfully designated, within the legal hours of sale on the first Tuesday in December, 2025, the following described property: (707, 432, 784, 580)
issue-date: WEDNESDAY, NOVEMBER 5, 2025 (69, 36, 258, 48)
notice-paragraph: Said property will be sold subject to any outstanding ad valorem taxes (including taxes which are a lien, but not yet due and payable), any matters which might be disclosed by an accurate survey and inspection of the property, any assessments, liens, encumbrances, zoning ordinances, restrictions, covenants, and any matters of record including, but not limited to, those superior to the Security Deed first set out above. (452, 718, 529, 782)
notice-paragraph: The entity that has full authority to negotiate, amend, and modify all terms of the mortgage with the debtor is: Freedom Mortgage Corporation, 11988 Exit 5 Pkwy, Bldg 4, Fishers, IN 46037-7939, Telephone No.: (855) 690-5900. To the best knowledge and belief of the undersigned, the party in possession of the property is Frederick B Sullivan Sr, Married Man or tenant(s) or other occupants. The sale will be conducted subject to (1) confirmation that the sale is not prohibited under the U.S. Bankruptcy Code, (2) final confirmation and audit of the status of the loan with the holder of the Security Deed, and (3) any right of redemption or other lien not extinguished by foreclosure. The sale is conducted on behalf of the secured creditor under the power of sale (707, 799, 784, 916)
notice-paragraph: Said property being known as: 37 NORTH AVE, HAMPTON, GA 30228 (367, 344, 444, 355)
notice-paragraph: The debt secured by said Security Deed has been and is hereby declared due because of, among other possible events of default, failure to pay the indebtedness as and when due and in the manner provided in the Note and Security Deed. The debt remaining in default, this sale will be made for the purpose of paying the same and all expenses of this sale, as provided in the Security Deed and by law, including attorney's fees (notice of intent to collect attorney's fees having been given). (452, 639, 529, 719)
notice-paragraph: The entity that has full authority to negotiate, amend, and modify all terms of the mortgage with the debtor is: Fifth Third Bank, N.A. 5001 Kingsley Drive, Cincinnati, OH 45227, 800-375-1745. (27, 566, 104, 598)
notice-reference: Gen11 (313, 232, 328, 238)
notice-reference: Gen11 (483, 442, 498, 448)
property-address: Said property being known as: 416 WOODFORD DRIVE, STOCKBRIDGE, GA 30281 (197, 765, 274, 782)
section-label: Foreclosures (415, 75, 444, 81)
notice-paragraph: ALL THAT TRACT OR PARCEL OF LAND LYING AND BEING IN LAND LOT 4 OF THE 7TH DISTRICT OF HENRY COUNTY, GEORGIA, BEING LOT 7, PHASE II OF THE PARKS AT STOCKBRIDGE, AS PER PLAT RECORDED IN PLAT BOOK 31, PAGE 126, HENRY COUNTY RECORDS, WHICH PLAT IS INCORPORATED HEREIN AND MADE A PART HEREOF BY REFERENCE FOR A MORE COMPLETE AND ACCURATE DESCRIPTION. (197, 692, 274, 766)
notice-reference: hdh9336 (310, 237, 331, 243)
notice-paragraph: Our file no. 25-16582GA-FT17 25-16582GA (27, 213, 104, 224)
diamond-separator-icon: ♦ (57, 37, 62, 47)
notice-paragraph: By virtue of a Power of Sale contained in that certain Security Deed from TIFFANY CANTY MEDLOCK to MORTGAGE ELECTRONIC REGISTRATION SYSTEMS, INC., AS GRANTEE, AS NOMINEE FOR LOANDEPOT.COM, LLC, dated March 18, 2022, recorded March 29, 2022, in Deed Book 18993, Page 276, Henry County, Georgia Records, said Security Deed having been given to secure a Note of even date in the original principal amount of Two Hundred Sixty-Eight Thousand Nine Hundred Fifteen and 00/100 dollars ($268,915.00), with interest thereon as provided therein, said Security Deed having been last sold, assigned and transferred to loanDepot.com, LLC, there will be sold at public outcry to the highest bidder for cash at the Henry County Courthouse, or at such other place as lawfully designated, within the legal hours of sale on the first Tuesday in December, 2025, the following described property: (537, 344, 614, 487)
notice-paragraph: Note that pursuant to O.C.G.A. § 44-14-162.2, the above individual or entity is not required by law to negotiate, amend, or modify the terms of the mortgage. (197, 396, 274, 423)
notice-reference: hdh9334 (140, 673, 161, 679)
notice-paragraph: To the best of the undersigned's knowledge, the party or parties in possession of said property is/are ELAINE THOMAS or tenant(s). (197, 781, 274, 803)
notice-reference: Gen11 (143, 668, 158, 674)
notice-paragraph: To the best of the undersigned's knowledge, the party or parties in possession of said property is/are CHRISTOPHER M. FREEMAN AND ABBY H. FREEMAN or tenant(s). (367, 933, 444, 960)
notice-paragraph: Pursuant to the power of sale contained in the Security Deed executed by RICHELLE LEE HARSHBARGER to MORTGAGE ELECTRONIC REGISTRATION SYSTEMS, INC., AS GRANTEE, AS NOMINEE FOR MORTGAGE RESEARCH CENTER, LLC DBA VETERANS UNITED HOME LOANS in the original principal amount of $180,636.00 dated April 4, 2022 and recorded in Deed Book 19038, Page 336, Henry County Records, said Security Deed being last transferred to LAKEVIEW LOAN SERVICING, LLC, the undersigned will sell at public outcry to the highest bidder for cash, before the Courthouse door in said County, or at such other place as lawfully designated, within the legal hours of sale, on 12/2/2025, the property in said Security Deed and described as follows: (282, 261, 359, 383)
notice-paragraph: THIS LAW FIRM MAY BE ACTING AS A DEBT COLLECTOR ATTEMPTING TO COLLECT A DEBT. ANY INFORMATION OBTAINED WILL BE USED FOR THAT PURPOSE. (112, 622, 189, 654)
notice-text-body (282, 87, 359, 1542)
notice-paragraph: Said property will be sold subject to the following: (1) any outstanding ad valorem taxes (including taxes which are a lien, whether or not now due and payable); (2) the right of redemption of any taxing authority; (3) any matters which might be disclosed by an accurate survey and inspection of the property; and (4) all assessments, liens, encumbrances, zoning ordinances, restrictions, covenants, and matters of record superior to the Security Deed first set out above. (452, 155, 529, 229)
notice-reference: hdh9350 (55, 738, 76, 744)
notice-paragraph: BEING THE SAME PROPERTY CONVEYED TO GEORGE L. CASTRO BY WARRANTY DEED FROM LUCIA CASTRO RECORDED 04/13/2022 IN BOOK 1933 AT PAGE 213 AS DOCUMENT NO. 2022-012645. (367, 291, 444, 329)
notice-paragraph: Attorney Contact: Rubin Lublin, LLC 3145 Avalon Ridge Place, Suite 100, Peachtree Corners, GA 30071 Telephone Number: (877) 813-0992 Case No. LDP-25-04736-1 Ad Run Dates 11/05/2025, 11/12/2025, 11/19/2025, 11/26/2025 rlselaw.com/property-listing (622, 97, 699, 140)
notice-text-body (197, 87, 274, 1542)
notice-divider (27, 239, 104, 240)
notice-paragraph: Said property will be sold subject to any outstanding ad valorem taxes (including taxes which are a lien, but not yet due and payable), any matters which might be disclosed by an accurate survey and inspection of the property, any assessments, liens, encumbrances, zoning ordinances, restrictions, covenants, and any matters of record including, but not limited to, those superior to the Security Deed first set out above. (27, 503, 104, 567)
notice-reference: Gen11 (398, 678, 413, 684)
notice-paragraph: Freedom Mortgage Corporation as Attorney in Fact for Tatiyanna Jashae Hicks, an unmarried person and Lionel Clarence Randall II, an unmarried person. Contact: Nestor Solutions, LLC 214 5th Street, Suite 205, Huntington Beach, California 92648. Telephone Number: (888) 403-4115. TS# 2025-13988-GA. For sale information, visit: https://www.nestortrustee.com/sales-information or call (888) 902-3989. (707, 333, 784, 397)
column-bottom-rule (452, 1547, 529, 1548)
notice-title: STATE OF GEORGIA COUNTY OF HENRY NOTICE OF SALE UNDER POWER (282, 243, 359, 262)
notice-paragraph: The indebtedness secured by said Security Deed has been and is hereby declared due because of, among other possible events of default, failure to pay the indebtedness as and when due and in the manner provided in the Note and Security Deed. The debt remaining in default, this sale will be made for the purpose of paying the same and all expenses of this sale, as provided in Security Deed and by law, including attorney's fees (notice of intent to collect attorney's fees having been given). (112, 281, 189, 360)
notice-paragraph: Pursuant to the power of sale contained in the Security Deed executed by ELAINE THOMAS to MORTGAGE ELECTRONIC REGISTRATION SYSTEMS, INC., AS GRANTEE, AS NOMINEE FOR NETBANK in the original principal amount of $165,800.00 dated November 29, 2004 and recorded in Deed Book 7926, Page 52, Henry County Records, said Security Deed being last transferred to WILMINGTON SAVINGS FUND SOCIETY, FSB, NOT IN ITS INDIVIDUAL CAPACITY BUT SOLELY AS OWNER TRUSTEE OF CSMC 2018-RPL8 TRUST, the undersigned will sell at public outcry to the highest bidder for cash, before the Courthouse door in said County, or at such other place as lawfully designated, within the legal hours of sale, on 12/2/2025, the property in said Security Deed and described as follows: (197, 561, 274, 693)
legal-column-1 (27, 72, 104, 1548)
notice-paragraph: The debt secured by said Security Deed has been and is hereby declared due because of default under the terms of said Security Deed and Note, including but not limited to the nonpayment of the indebtedness as and when due. The debt remaining in default, this sale will be made for the purpose of paying the same and all expenses of the sale, including attorneys' fees (notice of intent to collect attorneys' fees having been given). (537, 502, 614, 571)
notice-paragraph: U.S. BANK TRUST NATIONAL ASSOCIATION, NOT IN ITS INDIVIDUAL CAPACITY BUT SOLELY AS OWNER TRUSTEE FOR RCF 2 ACQUISITION TRUST as Attorney in Fact for CHRISTOPHER M. FREEMAN AND ABBY H. FREEMAN Robertson, Anschutz, Schneid, Crane & Partners, PLLC 13010 Morris Rd., Suite 450 Alpharetta, GA 30004 Phone: 470-321-7112 Firm File No. 25-312405 - AnB (452, 354, 529, 423)
notice-paragraph: EXHIBIT "A" (537, 108, 563, 113)
notice-reference: Hdh9351 (565, 321, 586, 327)
notice-reference: Notice Of Sale Under Power (713, 421, 778, 427)
notice-paragraph: The indebtedness secured by said Security Deed has been and is hereby declared due because of, among other possible events of default, failure to pay the indebtedness as and when due and in the manner provided in the Note and Security Deed. The debt remaining in default, this sale will be made for the purpose of paying the same and all expenses of the sale, as provided in the Security Deed and by law, including attorneys' fees (notice of intent to collect attorneys' fees having been given). (622, 401, 699, 480)
notice-reference: hdh9377 (310, 759, 331, 765)
section-label: Foreclosures (585, 75, 614, 81)
legal-column-8 (622, 72, 699, 1548)
notice-divider (707, 407, 784, 408)
legal-column-9 (707, 72, 784, 1548)
notice-paragraph: To the best knowledge and belief of the undersigned, the party in possession of the property is Alison I. Smith or a tenant or tenants and said property is more commonly known as 329 Golden Meadow Dr, McDonough, Georgia 30252. (27, 597, 104, 635)
notice-paragraph: Said property will be sold subject to any outstanding ad valorem taxes (including taxes which are a lien, whether or not now due and payable), the right of redemption of any taxing authority, any matters which might be disclosed by an accurate survey and inspection of the property, any assessments, liens, encumbrances, zoning ordinances, restrictions, covenants, and matters of record superior to the Security Deed first set out above. (537, 570, 614, 639)
notice-paragraph: McCalla Raymer Leibert Pierce, LLP 1544 Old Alabama Rd Roswell, GA 30076 www.foreclosurehotline.net (537, 92, 614, 108)
notice-divider (282, 750, 359, 751)
notice-paragraph: ALL THAT TRACT OR PARCEL OF LAND LYING AND BEING IN LAND LOT 176 OF THE 6TH DISTRICT, HENRY COUNTY, GEORGIA, BEING LOT 46, SHOAL PARK SUBDIVISION, UNIT TWO, AS PER PLAT THEREOF RECORDED IN PLAT BOOK 34, PAGES 139-141, HENRY COUNTY RECORDS, WHICH PLAT IS INCORPORATED HEREIN BY REFERENCE AND MADE A PART OF THIS DESCRIPTION. (367, 839, 444, 908)
legal-column-7 (537, 72, 614, 1548)
section-label: Foreclosures (755, 75, 784, 81)
notice-paragraph: Said property will be sold subject to the following: (1) any outstanding ad valorem taxes (including taxes which are a lien, whether or not now due and payable); (2) the right of redemption of any taxing authority; (3) any matters which might be disclosed by an accurate survey and inspection of the property; and (4) all assessments, liens, encumbrances, zoning ordinances, restrictions, covenants, and matters of record superior to the Security Deed first set out above. (197, 244, 274, 318)
section-label: Foreclosures (160, 75, 189, 81)
notice-paragraph: Said property will be sold subject to the following: (1) any outstanding ad valorem taxes (including taxes which are a lien, whether or not now due and payable); (2) the right of redemption of any taxing authority; (3) any matters which might be disclosed by an accurate survey and inspection of the property; and (4) all assessments, liens, encumbrances, zoning ordinances, restrictions, covenants, and matters of record superior to the Security Deed first set out above. (367, 444, 444, 518)
legal-column-3 (197, 72, 274, 1548)
notice-paragraph: Freedom Mortgage Corporation as Attorney in Fact for Tatiyanna Jashae Hicks, an unmarried person and Lionel Clarence Randall II, an unmarried person. Contact: Nestor Solutions, LLC 214 5th Street, Suite 205, Huntington Beach, California 92648. Telephone Number: (888) 403-4115. TS# 2025-13988-GA. For sale information, visit: https://www.nestortrustee.com/sales-information or call (888) 902-3989. (622, 721, 699, 785)
notice-title: STATE OF GEORGIA COUNTY OF HENRY NOTICE OF SALE UNDER POWER (112, 679, 189, 698)
notice-paragraph: Said property will be sold subject to the following: (1) any outstanding ad valorem taxes (including taxes which are a lien, whether or not now due and payable); (2) the right of redemption of any taxing authority; (3) any matters which might be disclosed by an accurate survey and inspection of the property; and (4) all assessments, liens, encumbrances, zoning ordinances, restrictions, covenants, and matters of record superior to the Security Deed first set out above. (282, 561, 359, 635)
classified-columns (27, 72, 792, 1548)
notice-divider (197, 528, 274, 529)
notice-paragraph: THIS LAW FIRM IS ACTING AS A DEBT COLLECTOR ATTEMPTING TO COLLECT A DEBT. ANY INFORMATION OBTAINED WILL BE USED FOR THAT PURPOSE. (367, 591, 444, 617)
notice-paragraph: New American Funding, LLC (27, 97, 86, 103)
notice-paragraph: THIS LAW FIRM IS ACTING AS A DEBT COLLECTOR ATTEMPTING TO COLLECT A DEBT. ANY INFORMATION OBTAINED WILL BE USED FOR THAT PURPOSE. (452, 328, 529, 355)
column-bottom-rule (27, 1547, 104, 1548)
notice-paragraph: The debt secured by said Security Deed has been and is hereby declared due and payable because of, among other possible events of default, failure to pay the indebtedness as provided in the Note and Security Deed. The debt remaining in default, this sale will be made for the purpose of paying the same and all expenses of sale, including attorneys fees (notice of intent to collect attorneys fees having been given). (282, 492, 359, 561)
notice-reference: Hdh9307 (650, 153, 671, 159)
